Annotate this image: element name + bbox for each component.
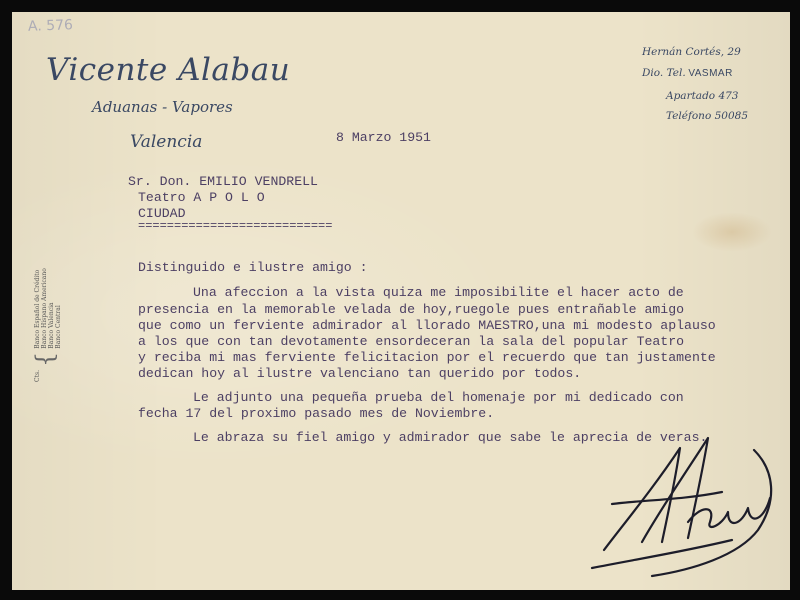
salutation: Distinguido e ilustre amigo : — [138, 260, 368, 275]
body-line: Le adjunto una pequeña prueba del homenaje por mi dedicado con — [193, 390, 684, 405]
letter-sheet — [12, 12, 790, 590]
letterhead-city: Valencia — [130, 132, 203, 152]
bank-name: Banco Valencia — [48, 302, 55, 349]
closing-line: Le abraza su fiel amigo y admirador que sabe le aprecia de veras. — [193, 430, 708, 445]
body-line: y reciba mi mas ferviente felicitacion por el recuerdo que tan justamente — [138, 350, 716, 365]
letterhead-po-box: Apartado 473 — [666, 90, 739, 102]
pencil-archive-note: A. 576 — [27, 17, 74, 35]
bank-name: Banco Central — [55, 305, 62, 349]
letterhead-name: Vicente Alabau — [46, 52, 291, 88]
bank-name: Banco Hispano Americano — [41, 268, 48, 349]
bank-label: Cts. — [34, 370, 41, 382]
letterhead-address: Hernán Cortés, 29 — [642, 46, 741, 58]
letterhead-telegram — [642, 67, 733, 79]
letter-date: 8 Marzo 1951 — [336, 130, 431, 145]
telegram-value: VASMAR — [688, 68, 733, 79]
body-line: que como un ferviente admirador al llorado MAESTRO,una mi modesto aplauso — [138, 318, 716, 333]
body-line: presencia en la memorable velada de hoy,ruegole pues entrañable amigo — [138, 302, 685, 317]
body-line: fecha 17 del proximo pasado mes de Noviembre. — [138, 406, 495, 421]
recipient-city: CIUDAD — [138, 206, 186, 221]
handwritten-signature — [582, 430, 782, 580]
telegram-label: Dio. Tel. — [642, 67, 686, 79]
recipient-theatre: Teatro A P O L O — [138, 190, 265, 205]
body-line: a los que con tan devotamente ensordeceran la sala del popular Teatro — [138, 334, 685, 349]
recipient-name: Sr. Don. EMILIO VENDRELL — [128, 174, 318, 189]
recipient-separator: =========================== — [138, 219, 333, 233]
body-line: dedican hoy al ilustre valenciano tan querido por todos. — [138, 366, 582, 381]
letterhead-business: Aduanas - Vapores — [92, 98, 233, 116]
letterhead-phone: Teléfono 50085 — [666, 110, 749, 122]
bank-references: Cts. { Banco Español de Crédito Banco Hispano Americano Banco Valencia Banco Central — [31, 268, 62, 382]
bank-name: Banco Español de Crédito — [34, 269, 41, 349]
body-line: Una afeccion a la vista quiza me imposibilite el hacer acto de — [193, 285, 684, 300]
